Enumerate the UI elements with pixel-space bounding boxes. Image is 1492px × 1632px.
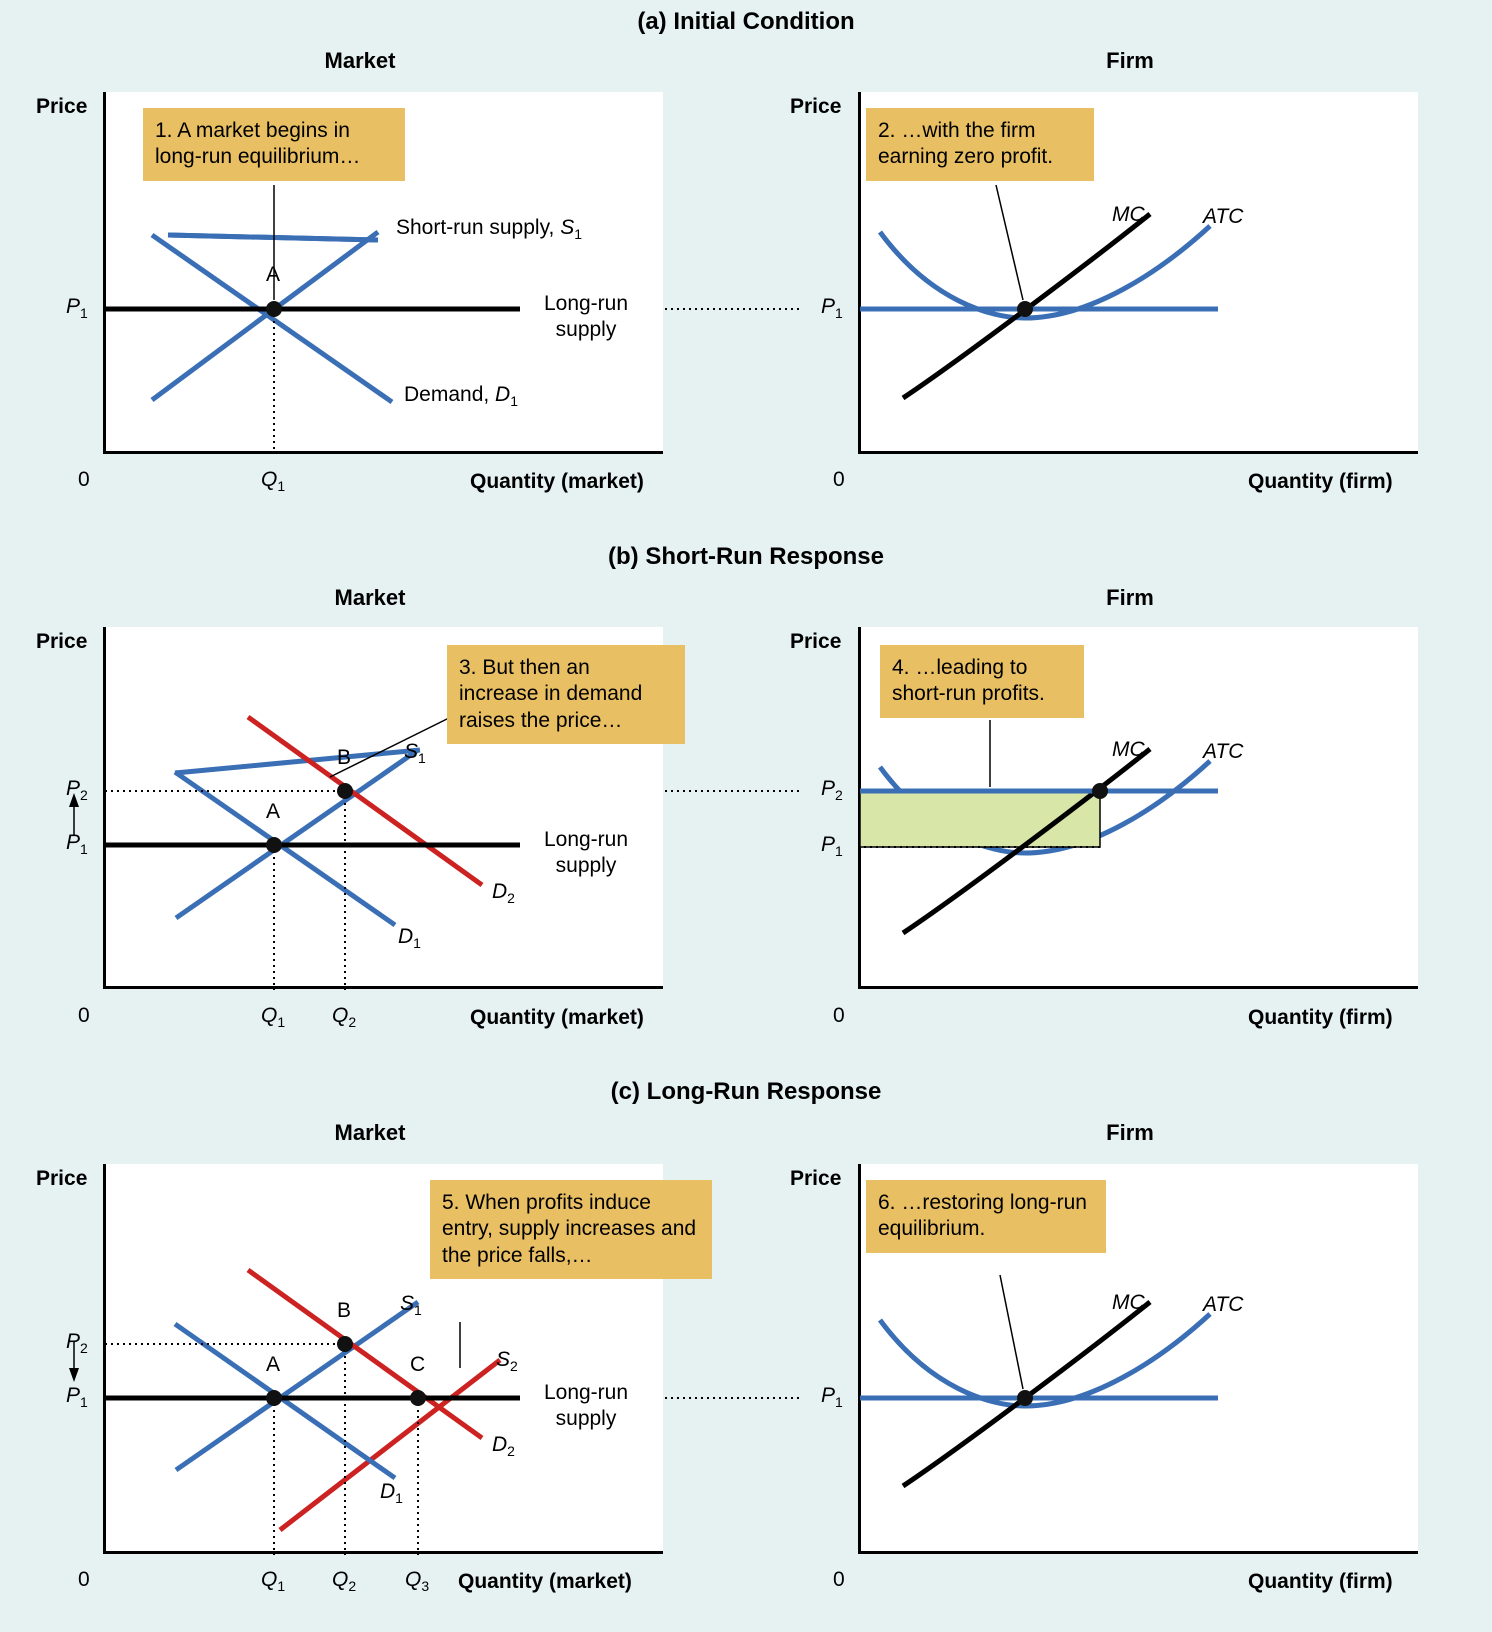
panel-c-market-callout: 5. When profits induce entry, supply increases and the price falls,… [430,1180,712,1279]
panel-b-market-xtick-q2: $Q_2$ [332,1004,357,1031]
panel-c-title: (c) Long-Run Response [610,1078,882,1105]
panel-a-firm-origin: 0 [833,468,845,491]
panel-a-market-quantity-label: Quantity (market) [470,470,644,493]
panel-c-firm-callout: 6. …restoring long-run equilibrium. [866,1180,1106,1253]
panel-c-d1-label: $D_1$ [380,1480,403,1507]
panel-a-market-origin: 0 [78,468,90,491]
panel-c-firm-heading: Firm [1106,1120,1154,1145]
panel-b-market-quantity-label: Quantity (market) [470,1006,644,1029]
panel-c-long-run-supply-label: Long-run supply [543,1381,629,1431]
panel-c-market-xtick-q3: $Q_3$ [405,1568,430,1595]
panel-b-market-ytick-p1: $P_1$ [66,831,88,858]
panel-b-long-run-supply-label: Long-run supply [543,828,629,878]
panel-a-atc-label: ATC [1203,205,1244,228]
panel-b-firm-ytick-p1: $P_1$ [821,833,843,860]
panel-c-atc-label: ATC [1203,1293,1244,1316]
panel-b-point-b-label: B [337,746,352,769]
panel-c-firm-origin: 0 [833,1568,845,1591]
panel-c-market-quantity-label: Quantity (market) [458,1570,632,1593]
panel-c-s2-label: $S_2$ [496,1348,518,1375]
panel-b-firm-heading: Firm [1106,585,1154,610]
panel-a-market-callout: 1. A market begins in long-run equilibrium… [143,108,405,181]
panel-a-market-heading: Market [324,48,396,73]
panel-c-firm-ytick-p1: $P_1$ [821,1384,843,1411]
panel-c-s1-label: $S_1$ [400,1292,422,1319]
panel-short-run-response [0,535,1492,1055]
panel-a-firm-ytick-p1: $P_1$ [821,295,843,322]
panel-b-firm-origin: 0 [833,1004,845,1027]
panel-b-d1-label: $D_1$ [398,925,421,952]
panel-a-point-a-label: A [266,263,281,286]
panel-b-market-callout: 3. But then an increase in demand raises the price… [447,645,685,744]
panel-b-title: (b) Short-Run Response [608,543,884,570]
panel-long-run-response [0,1070,1492,1632]
panel-b-d2-label: $D_2$ [492,880,515,907]
panel-a-firm-heading: Firm [1106,48,1154,73]
panel-b-market-heading: Market [334,585,406,610]
panel-c-market-xtick-q2: $Q_2$ [332,1568,357,1595]
panel-a-long-run-supply-label: Long-run supply [543,292,629,342]
panel-c-market-heading: Market [334,1120,406,1145]
panel-b-market-price-label: Price [36,630,88,653]
panel-c-firm-quantity-label: Quantity (firm) [1248,1570,1393,1593]
panel-c-d2-label: $D_2$ [492,1433,515,1460]
panel-b-market-xtick-q1: $Q_1$ [261,1004,286,1031]
panel-a-demand-label: Demand, $D_1$ [404,383,519,410]
panel-c-mc-label: MC [1112,1291,1145,1314]
panel-b-market-ytick-p2: $P_2$ [66,777,88,804]
panel-b-graphics [0,535,1492,1055]
panel-c-market-ytick-p2: $P_2$ [66,1330,88,1357]
panel-c-point-c-label: C [410,1353,426,1376]
panel-c-point-b-label: B [337,1299,352,1322]
panel-c-market-origin: 0 [78,1568,90,1591]
panel-c-market-price-label: Price [36,1167,88,1190]
panel-a-firm-callout: 2. …with the firm earning zero profit. [866,108,1094,181]
panel-a-firm-quantity-label: Quantity (firm) [1248,470,1393,493]
panel-b-firm-ytick-p2: $P_2$ [821,777,843,804]
panel-c-market-xtick-q1: $Q_1$ [261,1568,286,1595]
panel-a-short-run-supply-label: Short-run supply, $S_1$ [396,216,582,243]
panel-a-firm-price-label: Price [790,95,842,118]
panel-c-firm-price-label: Price [790,1167,842,1190]
panel-b-s1-label: $S_1$ [404,740,426,767]
panel-b-firm-quantity-label: Quantity (firm) [1248,1006,1393,1029]
panel-a-mc-label: MC [1112,203,1145,226]
panel-c-market-ytick-p1: $P_1$ [66,1384,88,1411]
panel-b-mc-label: MC [1112,738,1145,761]
panel-c-graphics [0,1070,1492,1632]
panel-c-point-a-label: A [266,1353,281,1376]
panel-a-market-ytick-p1: $P_1$ [66,295,88,322]
panel-a-market-xtick-q1: $Q_1$ [261,468,286,495]
panel-b-point-a-label: A [266,800,281,823]
panel-a-graphics [0,0,1492,520]
panel-initial-condition [0,0,1492,520]
panel-a-market-price-label: Price [36,95,88,118]
panel-b-atc-label: ATC [1203,740,1244,763]
panel-a-title: (a) Initial Condition [637,8,855,35]
panel-b-market-origin: 0 [78,1004,90,1027]
panel-b-firm-price-label: Price [790,630,842,653]
panel-b-firm-callout: 4. …leading to short-run profits. [880,645,1084,718]
